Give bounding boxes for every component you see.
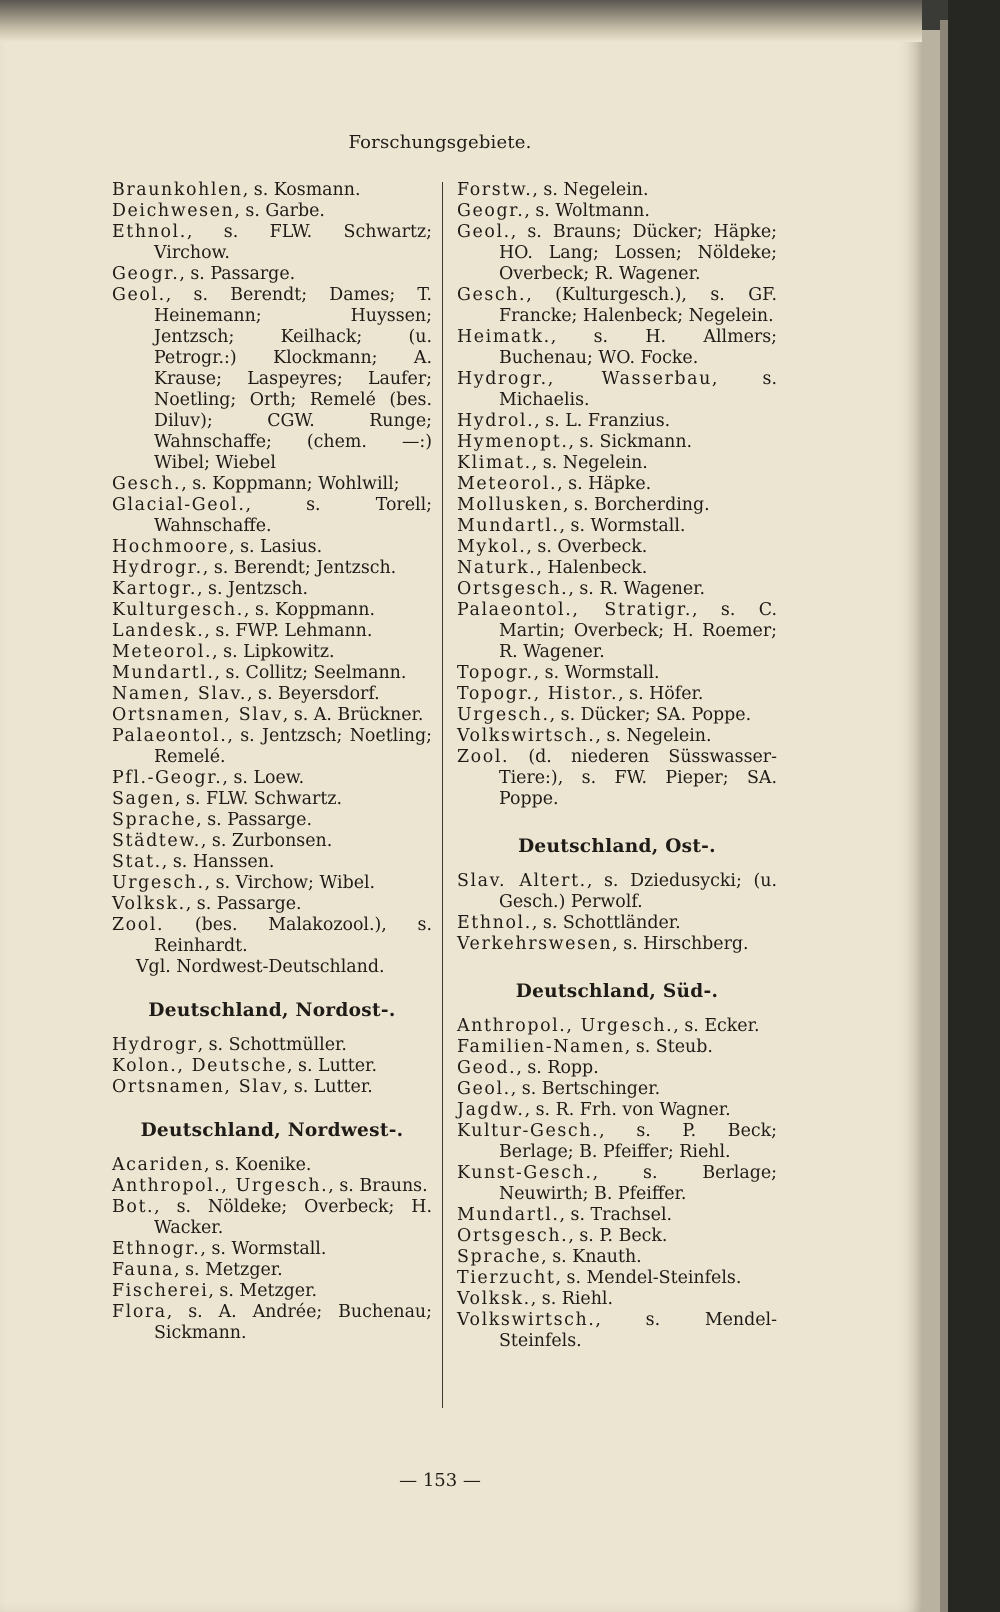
entry-references: , s. Virchow; Wibel. <box>204 873 376 893</box>
entry-references: , s. Brauns. <box>328 1176 428 1196</box>
entry-term: Hydrogr <box>112 1035 198 1055</box>
entry-term: Geol. <box>457 222 511 242</box>
entry-term: Fischerei <box>112 1281 209 1301</box>
entry-references: , s. Kosmann. <box>242 180 361 200</box>
entry-references: , s. R. Frh. von Wagner. <box>524 1100 731 1120</box>
entry-term: Mundartl. <box>457 1205 560 1225</box>
entry-references: , s. Negelein. <box>531 453 648 473</box>
index-entry <box>457 1079 777 1100</box>
entry-term: Mundartl. <box>112 663 215 683</box>
entry-term: Ethnol. <box>112 222 187 242</box>
left-column <box>112 180 432 1344</box>
entry-references: , s. Riehl. <box>530 1289 614 1309</box>
entry-references: , s. Ropp. <box>516 1058 599 1078</box>
index-entry <box>112 537 432 558</box>
index-entry <box>457 1121 777 1163</box>
entry-references: , s. P. Beck; Berlage; B. Pfeiffer; Riehl. <box>499 1121 777 1162</box>
section-heading-ost: Deutschland, Ost-. <box>518 836 716 857</box>
entry-references: , s. Garbe. <box>234 201 325 221</box>
index-entry <box>112 1281 432 1302</box>
entry-term: Sagen <box>112 789 175 809</box>
entry-term: Braunkohlen <box>112 180 243 200</box>
right-column <box>457 180 777 1352</box>
index-entry <box>457 369 777 411</box>
entry-references: , s. Ecker. <box>673 1016 760 1036</box>
section-heading-sued: Deutschland, Süd-. <box>515 981 719 1002</box>
entry-term: Fauna <box>112 1260 175 1280</box>
entry-term: Kartogr. <box>112 579 197 599</box>
entry-references: , s. Berlage; Neuwirth; B. Pfeiffer. <box>499 1163 777 1204</box>
entry-term: Bot. <box>112 1197 155 1217</box>
entry-references: , s. H. Allmers; Buchenau; WO. Focke. <box>499 327 777 368</box>
entry-term: Städtew. <box>112 831 201 851</box>
entry-term: Hymenopt. <box>457 432 569 452</box>
page-number: — 153 — <box>399 1470 481 1491</box>
index-entry <box>457 579 777 600</box>
index-entry <box>457 1247 777 1268</box>
index-entry <box>457 913 777 934</box>
index-entry <box>112 894 432 915</box>
index-entry <box>112 684 432 705</box>
entry-term: Zool. <box>457 747 510 767</box>
entry-references: , s. Passarge. <box>179 264 296 284</box>
entry-term: Forstw. <box>457 180 533 200</box>
entry-references: , s. C. Martin; Overbeck; H. Roemer; R. Wagener. <box>499 600 777 662</box>
right-entry-list <box>457 180 777 810</box>
page-stack-edge-dark <box>940 20 948 1612</box>
entry-references: (d. niederen Süsswasser-Tiere:), s. FW. Pieper; SA. Poppe. <box>499 747 777 809</box>
section-heading-nordwest: Deutschland, Nordwest-. <box>140 1120 404 1141</box>
entry-references: , s. R. Wagener. <box>568 579 706 599</box>
entry-term: Sprache <box>112 810 197 830</box>
entry-term: Palaeontol., Stratigr. <box>457 600 693 620</box>
entry-term: Meteorol. <box>457 474 558 494</box>
entry-term: Klimat. <box>457 453 532 473</box>
index-entry <box>457 201 777 222</box>
entry-references: , s. Wormstall. <box>200 1239 327 1259</box>
entry-term: Kulturgesch. <box>112 600 244 620</box>
entry-term: Anthropol., Urgesch. <box>457 1016 674 1036</box>
entry-references: , s. Hanssen. <box>161 852 275 872</box>
index-entry <box>112 831 432 852</box>
entry-references: , s. Torell; Wahnschaffe. <box>154 495 432 536</box>
entry-term: Stat. <box>112 852 162 872</box>
index-entry <box>457 453 777 474</box>
entry-references: , s. Wormstall. <box>533 663 660 683</box>
index-entry <box>112 1077 432 1098</box>
page-stack-edge <box>922 30 940 1612</box>
entry-references: , s. Overbeck. <box>526 537 648 557</box>
left-entry-list <box>112 180 432 957</box>
index-entry <box>112 1176 432 1197</box>
index-entry <box>457 180 777 201</box>
entry-term: Kolon., Deutsche <box>112 1056 287 1076</box>
entry-term: Deichwesen <box>112 201 235 221</box>
entry-references: , (Kulturgesch.), s. GF. Francke; Halenbeck; Negelein. <box>499 285 777 326</box>
entry-term: Mollusken <box>457 495 563 515</box>
index-entry <box>112 495 432 537</box>
index-entry <box>112 285 432 474</box>
index-entry <box>457 1016 777 1037</box>
entry-term: Palaeontol. <box>112 726 228 746</box>
index-entry <box>457 1268 777 1289</box>
entry-references: , s. Höfer. <box>618 684 704 704</box>
entry-term: Hydrol. <box>457 411 535 431</box>
entry-term: Anthropol., Urgesch. <box>112 1176 329 1196</box>
index-entry <box>457 495 777 516</box>
index-entry <box>112 474 432 495</box>
entry-references: , s. P. Beck. <box>568 1226 668 1246</box>
entry-term: Tierzucht <box>457 1268 556 1288</box>
index-entry <box>112 180 432 201</box>
entry-term: Hydrogr. <box>112 558 203 578</box>
entry-references: , s. Bertschinger. <box>510 1079 661 1099</box>
entry-term: Gesch. <box>457 285 527 305</box>
index-entry <box>457 871 777 913</box>
index-entry <box>457 663 777 684</box>
entry-references: , s. Häpke. <box>557 474 652 494</box>
index-entry <box>112 1260 432 1281</box>
index-entry <box>112 558 432 579</box>
entry-term: Volkswirtsch. <box>457 1310 596 1330</box>
index-entry <box>112 201 432 222</box>
entry-term: Pfl.-Geogr. <box>112 768 223 788</box>
section-heading-nordost: Deutschland, Nordost-. <box>148 1000 396 1021</box>
cross-reference: Vgl. Nordwest-Deutschland. <box>136 957 385 977</box>
entry-term: Flora <box>112 1302 167 1322</box>
index-entry <box>457 1163 777 1205</box>
entry-references: , s. Dziedusycki; (u. Gesch.) Perwolf. <box>499 871 777 912</box>
entry-term: Urgesch. <box>112 873 205 893</box>
index-entry <box>112 915 432 957</box>
index-entry <box>112 1155 432 1176</box>
index-entry <box>112 726 432 768</box>
entry-references: , s. Collitz; Seelmann. <box>214 663 407 683</box>
entry-term: Landesk. <box>112 621 205 641</box>
entry-references: , s. Sickmann. <box>568 432 693 452</box>
index-entry <box>112 810 432 831</box>
index-entry <box>457 1310 777 1352</box>
entry-references: , s. Trachsel. <box>559 1205 673 1225</box>
index-entry <box>457 1100 777 1121</box>
entry-references: , s. FWP. Lehmann. <box>204 621 373 641</box>
entry-references: , s. Mendel-Steinfels. <box>555 1268 742 1288</box>
entry-term: Ortsgesch. <box>457 1226 569 1246</box>
entry-references: , s. Metzger. <box>174 1260 283 1280</box>
entry-term: Kultur-Gesch. <box>457 1121 600 1141</box>
index-entry <box>112 852 432 873</box>
entry-references: , s. Michaelis. <box>499 369 778 410</box>
index-entry <box>112 1302 432 1344</box>
entry-references: , s. Passarge. <box>185 894 302 914</box>
entry-term: Geogr. <box>112 264 180 284</box>
index-entry <box>457 934 777 955</box>
entry-references: , s. FLW. Schwartz; Virchow. <box>154 222 432 263</box>
entry-term: Verkehrswesen <box>457 934 613 954</box>
index-entry <box>457 705 777 726</box>
index-entry <box>112 873 432 894</box>
entry-references: , s. Lutter. <box>282 1077 373 1097</box>
entry-references: , s. Zurbonsen. <box>200 831 333 851</box>
entry-term: Hydrogr., Wasserbau <box>457 369 712 389</box>
index-entry <box>112 768 432 789</box>
entry-references: , s. L. Franzius. <box>534 411 671 431</box>
nordost-entry-list <box>112 1035 432 1098</box>
index-entry <box>112 222 432 264</box>
entry-term: Namen, Slav. <box>112 684 247 704</box>
index-entry <box>457 747 777 810</box>
index-entry <box>457 726 777 747</box>
entry-term: Ortsnamen, Slav <box>112 705 283 725</box>
index-entry <box>112 1056 432 1077</box>
entry-term: Kunst-Gesch. <box>457 1163 593 1183</box>
entry-references: , s. A. Andrée; Buchenau; Sickmann. <box>154 1302 432 1343</box>
index-entry <box>457 1289 777 1310</box>
page-header: Forschungsgebiete. <box>348 132 532 153</box>
entry-references: , Halenbeck. <box>536 558 648 578</box>
entry-references: , s. Dücker; SA. Poppe. <box>549 705 752 725</box>
entry-references: , s. Koenike. <box>203 1155 312 1175</box>
entry-references: , s. Berendt; Dames; T. Heinemann; Huyssen; Jentzsch; Keilhack; (u. Petrogr.:) Klockmann; A. Krause; Laspeyres; Laufer; Noetling; Orth; Remelé (bes. Diluv); CGW. Runge; Wahnschaffe; (chem. —:) Wibel; Wiebel <box>154 285 432 473</box>
entry-references: , s. A. Brückner. <box>282 705 424 725</box>
entry-references: , s. Jentzsch; Noetling; Remelé. <box>154 726 432 767</box>
entry-term: Familien-Namen <box>457 1037 625 1057</box>
entry-term: Glacial-Geol. <box>112 495 246 515</box>
entry-references: , s. Mendel-Steinfels. <box>499 1310 777 1351</box>
entry-term: Hochmoore <box>112 537 230 557</box>
entry-references: , s. Koppmann; Wohlwill; <box>181 474 400 494</box>
index-entry <box>457 516 777 537</box>
column-divider <box>442 182 443 1408</box>
index-entry <box>112 621 432 642</box>
sued-entry-list <box>457 1016 777 1352</box>
entry-term: Geol. <box>112 285 166 305</box>
entry-term: Meteorol. <box>112 642 213 662</box>
index-entry <box>457 432 777 453</box>
index-entry <box>457 558 777 579</box>
entry-term: Mundartl. <box>457 516 560 536</box>
entry-term: Topogr., Histor. <box>457 684 619 704</box>
entry-references: , s. Beyersdorf. <box>246 684 380 704</box>
entry-term: Acariden <box>112 1155 204 1175</box>
index-entry <box>457 1205 777 1226</box>
entry-references: , s. Jentzsch. <box>197 579 309 599</box>
entry-references: , s. Knauth. <box>541 1247 642 1267</box>
entry-term: Slav. Altert. <box>457 871 587 891</box>
index-entry <box>457 411 777 432</box>
entry-references: , s. Koppmann. <box>243 600 375 620</box>
entry-references: , s. Steub. <box>624 1037 713 1057</box>
entry-term: Heimatk. <box>457 327 551 347</box>
index-entry <box>112 1035 432 1056</box>
entry-references: , s. Negelein. <box>595 726 712 746</box>
index-entry <box>112 600 432 621</box>
page-top-shadow <box>0 0 922 42</box>
entry-term: Ortsgesch. <box>457 579 569 599</box>
entry-references: , s. FLW. Schwartz. <box>174 789 343 809</box>
index-entry <box>457 1226 777 1247</box>
index-entry <box>112 1239 432 1260</box>
index-entry <box>112 663 432 684</box>
entry-references: , s. Passarge. <box>196 810 312 830</box>
index-entry <box>457 222 777 285</box>
entry-term: Ethnol. <box>457 913 532 933</box>
entry-term: Geol. <box>457 1079 511 1099</box>
entry-term: Urgesch. <box>457 705 550 725</box>
nordwest-entry-list <box>112 1155 432 1344</box>
index-entry <box>112 642 432 663</box>
entry-term: Ortsnamen, Slav <box>112 1077 283 1097</box>
index-entry <box>112 264 432 285</box>
entry-references: , s. Negelein. <box>532 180 649 200</box>
entry-references: , s. Nöldeke; Overbeck; H. Wacker. <box>154 1197 432 1238</box>
entry-term: Naturk. <box>457 558 537 578</box>
index-entry <box>457 327 777 369</box>
index-entry <box>112 579 432 600</box>
entry-references: (bes. Malakozool.), s. Reinhardt. <box>154 915 432 956</box>
index-entry <box>457 600 777 663</box>
entry-term: Ethnogr. <box>112 1239 201 1259</box>
entry-term: Volksk. <box>112 894 186 914</box>
entry-term: Sprache <box>457 1247 542 1267</box>
entry-term: Volksk. <box>457 1289 531 1309</box>
entry-term: Geogr. <box>457 201 525 221</box>
entry-term: Geod. <box>457 1058 517 1078</box>
entry-term: Zool. <box>112 915 165 935</box>
entry-references: , s. Lutter. <box>287 1056 377 1076</box>
entry-references: , s. Hirschberg. <box>612 934 749 954</box>
entry-term: Topogr. <box>457 663 534 683</box>
entry-references: , s. Wormstall. <box>559 516 686 536</box>
entry-references: , s. Schottländer. <box>531 913 681 933</box>
ost-entry-list <box>457 871 777 955</box>
index-entry <box>457 537 777 558</box>
entry-references: , s. Borcherding. <box>562 495 710 515</box>
entry-references: , s. Brauns; Dücker; Häpke; HO. Lang; Lossen; Nöldeke; Overbeck; R. Wagener. <box>499 222 777 284</box>
index-entry <box>112 705 432 726</box>
entry-references: , s. Schottmüller. <box>197 1035 347 1055</box>
index-entry <box>457 474 777 495</box>
entry-references: , s. Berendt; Jentzsch. <box>202 558 397 578</box>
entry-references: , s. Metzger. <box>208 1281 317 1301</box>
entry-references: , s. Woltmann. <box>524 201 650 221</box>
entry-references: , s. Loew. <box>222 768 305 788</box>
index-entry <box>457 285 777 327</box>
entry-term: Jagdw. <box>457 1100 525 1120</box>
index-entry <box>457 1037 777 1058</box>
book-cover <box>948 0 1000 1612</box>
entry-references: , s. Lipkowitz. <box>212 642 335 662</box>
index-entry <box>112 1197 432 1239</box>
entry-term: Gesch. <box>112 474 182 494</box>
entry-references: , s. Lasius. <box>229 537 323 557</box>
index-entry <box>457 1058 777 1079</box>
entry-term: Mykol. <box>457 537 527 557</box>
index-entry <box>457 684 777 705</box>
entry-term: Volkswirtsch. <box>457 726 596 746</box>
index-entry <box>112 789 432 810</box>
